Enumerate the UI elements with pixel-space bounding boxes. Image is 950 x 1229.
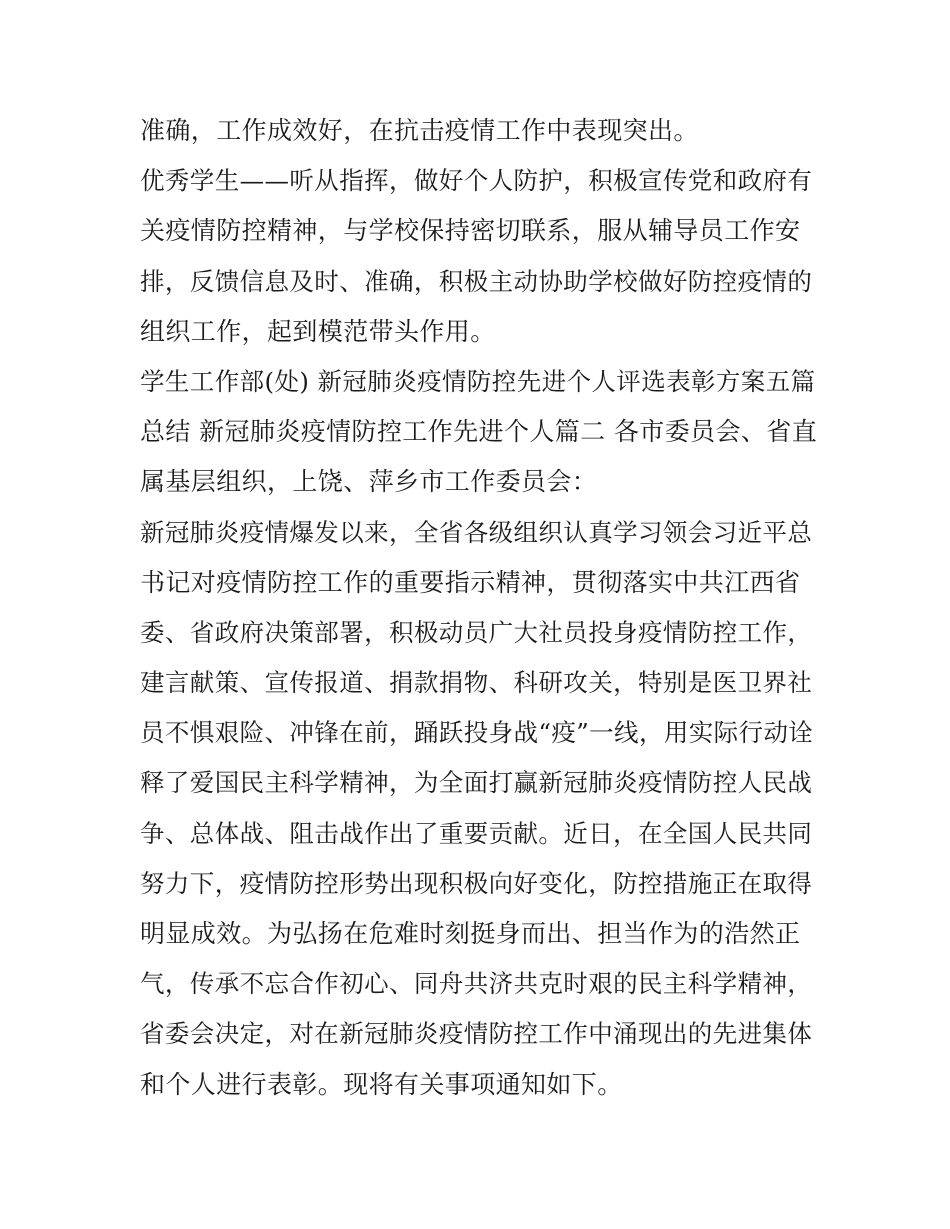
text-line: 学生工作部(处) 新冠肺炎疫情防控先进个人评选表彰方案五篇 [140,366,816,396]
text-line: 优秀学生——听从指挥，做好个人防护，积极宣传党和政府有 [140,166,813,196]
document-body [140,106,820,1110]
text-line: 气，传承不忘合作初心、同舟共济共克时艰的民主科学精神， [140,969,813,999]
text-line: 委、省政府决策部署，积极动员广大社员投身疫情防控工作， [140,617,813,647]
text-line: 建言献策、宣传报道、捐款捐物、科研攻关，特别是医卫界社 [140,668,813,698]
text-line: 争、总体战、阻击战作出了重要贡献。近日，在全国人民共同 [140,818,813,848]
text-line: 释了爱国民主科学精神，为全面打赢新冠肺炎疫情防控人民战 [140,768,813,798]
text-line: 和个人进行表彰。现将有关事项通知如下。 [140,1069,623,1099]
text-line: 明显成效。为弘扬在危难时刻挺身而出、担当作为的浩然正 [140,919,801,948]
text-line: 省委会决定，对在新冠肺炎疫情防控工作中涌现出的先进集体 [140,1019,813,1049]
text-line: 书记对疫情防控工作的重要指示精神，贯彻落实中共江西省 [140,567,801,597]
text-line: 组织工作，起到模范带头作用。 [140,316,496,346]
text-line: 准确，工作成效好，在抗击疫情工作中表现突出。 [140,116,699,145]
text-line: 排，反馈信息及时、准确，积极主动协助学校做好防控疫情的 [140,266,813,296]
text-line: 属基层组织，上饶、萍乡市工作委员会： [140,467,598,497]
text-line: 总结 新冠肺炎疫情防控工作先进个人篇二 各市委员会、省直 [140,417,818,447]
text-line: 努力下，疫情防控形势出现积极向好变化，防控措施正在取得 [140,868,813,898]
text-line: 新冠肺炎疫情爆发以来，全省各级组织认真学习领会习近平总 [140,517,813,547]
text-line: 关疫情防控精神，与学校保持密切联系，服从辅导员工作安 [140,216,801,246]
text-line: 员不惧艰险、冲锋在前，踊跃投身战“疫”一线，用实际行动诠 [140,718,814,748]
